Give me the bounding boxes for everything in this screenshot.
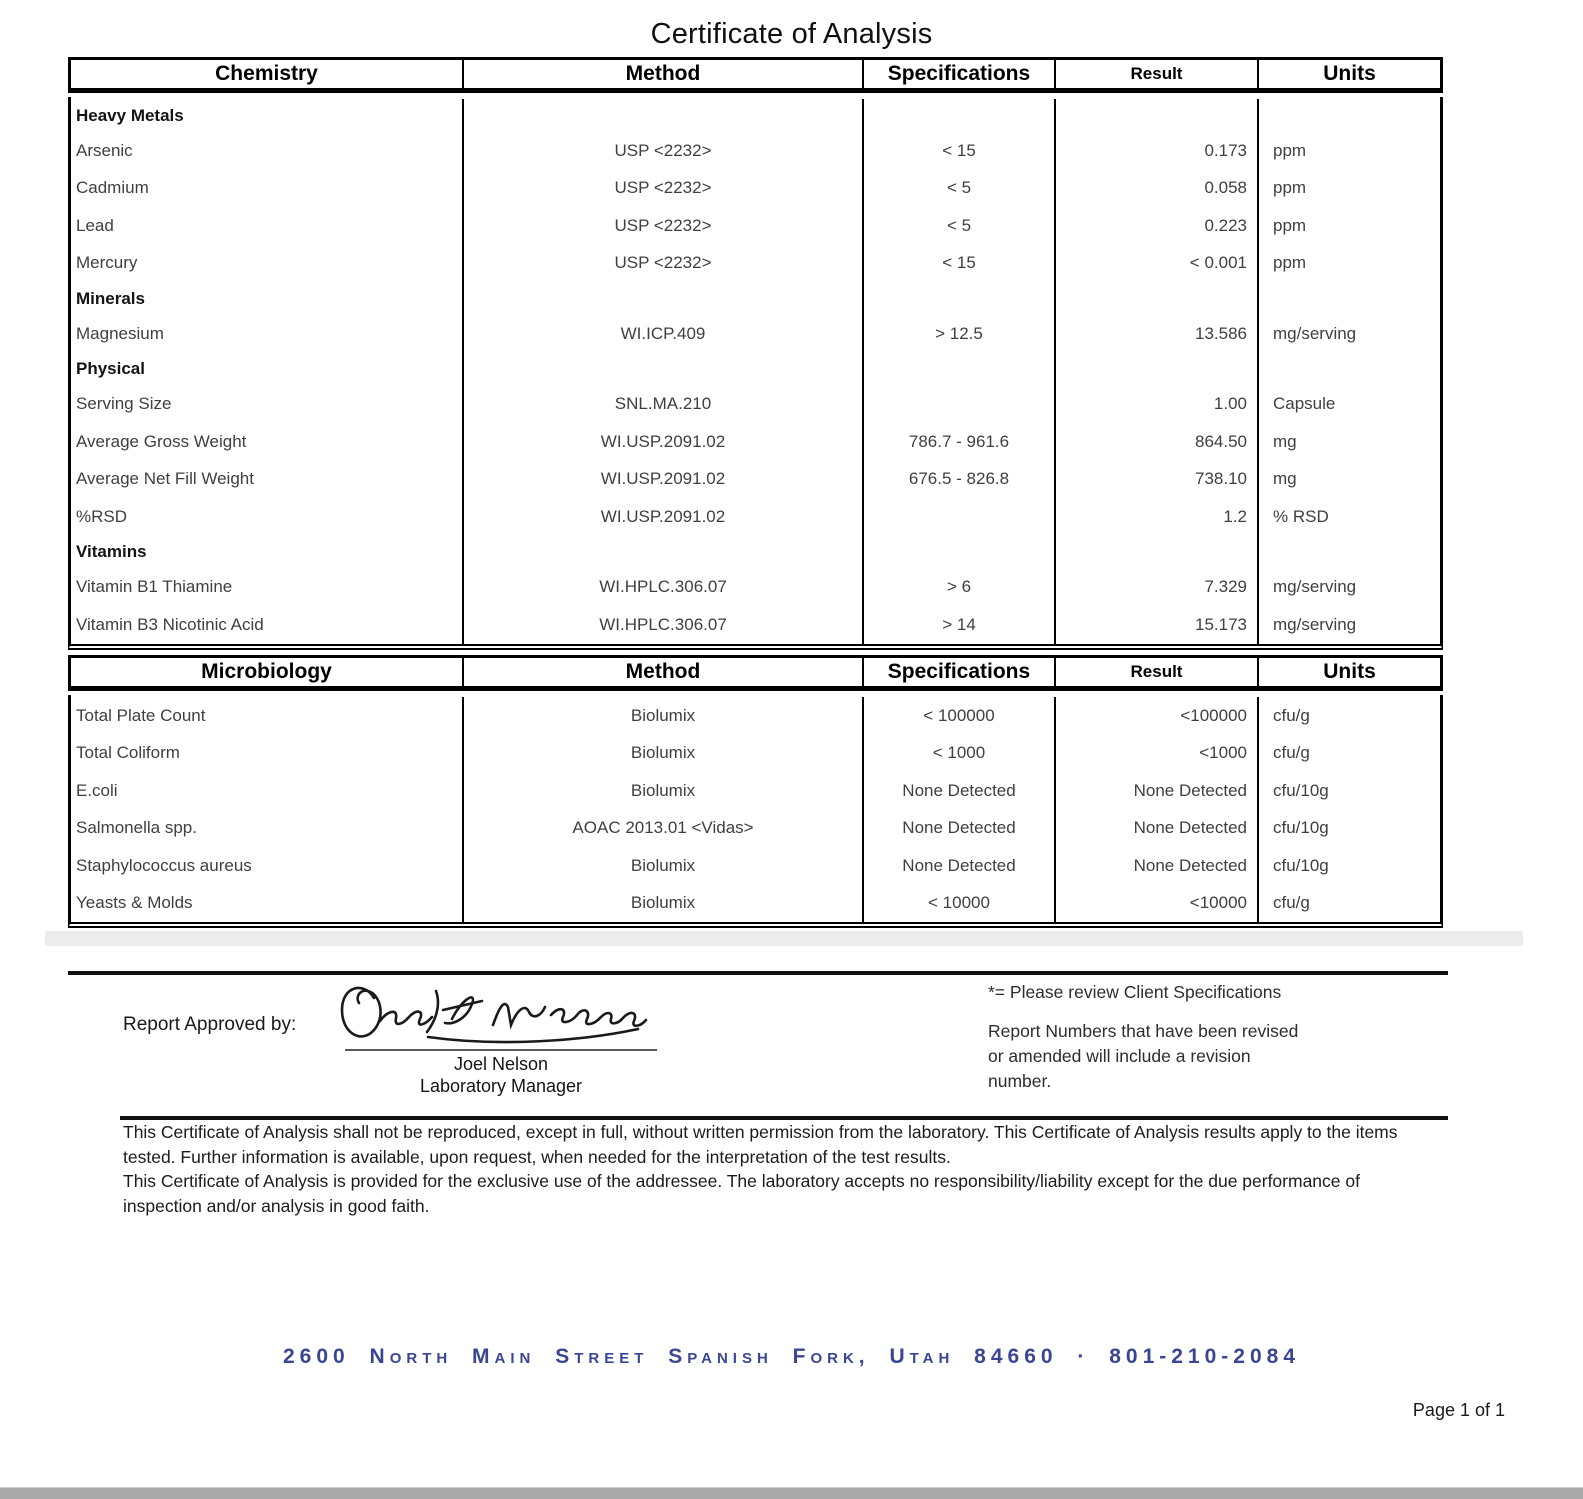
table-row xyxy=(71,461,1440,499)
analyte-cell: Average Net Fill Weight xyxy=(71,461,464,499)
analyte-cell: E.coli xyxy=(71,772,464,810)
analyte-cell: Salmonella spp. xyxy=(71,810,464,848)
analyte-cell: Minerals xyxy=(71,282,464,315)
method-cell: WI.HPLC.306.07 xyxy=(464,606,864,644)
spec-cell xyxy=(864,498,1056,536)
method-cell: USP <2232> xyxy=(464,207,864,245)
method-cell: Biolumix xyxy=(464,735,864,773)
spec-cell: < 15 xyxy=(864,132,1056,170)
method-cell: USP <2232> xyxy=(464,132,864,170)
result-cell: <10000 xyxy=(1056,885,1259,923)
microbiology-table xyxy=(68,655,1443,928)
spec-cell: None Detected xyxy=(864,772,1056,810)
table-row xyxy=(71,569,1440,607)
approver-title: Laboratory Manager xyxy=(419,1076,583,1096)
units-cell: ppm xyxy=(1273,253,1307,273)
units-cell xyxy=(1259,536,1440,569)
category-row xyxy=(71,536,1440,569)
analyte-cell: Vitamins xyxy=(71,536,464,569)
column-header-chemistry: Chemistry xyxy=(71,60,464,88)
table-row xyxy=(71,847,1440,885)
spec-cell: 676.5 - 826.8 xyxy=(864,461,1056,499)
result-cell: 1.00 xyxy=(1056,386,1259,424)
disclaimer-paragraph-2: This Certificate of Analysis is provided for the exclusive use of the addressee. The laboratory accepts no responsibility/liability except for the due performance of inspection and/or analysis in good faith. xyxy=(123,1171,1360,1216)
column-header-method: Method xyxy=(464,60,864,88)
method-cell: Biolumix xyxy=(464,772,864,810)
microbiology-table-body xyxy=(68,695,1443,928)
units-cell: cfu/10g xyxy=(1273,780,1329,800)
units-cell: cfu/g xyxy=(1273,893,1310,913)
analyte-cell: Serving Size xyxy=(71,386,464,424)
analyte-cell: Heavy Metals xyxy=(71,99,464,132)
table-row xyxy=(71,245,1440,283)
category-row xyxy=(71,353,1440,386)
analyte-cell: Cadmium xyxy=(71,170,464,208)
table-row xyxy=(71,207,1440,245)
spec-cell: < 5 xyxy=(864,170,1056,208)
spec-cell xyxy=(864,536,1056,569)
column-header-units: Units xyxy=(1323,660,1376,683)
units-cell: ppm xyxy=(1273,215,1307,235)
method-cell xyxy=(464,536,864,569)
result-cell: 7.329 xyxy=(1056,569,1259,607)
spec-cell: None Detected xyxy=(864,810,1056,848)
result-cell: 0.058 xyxy=(1056,170,1259,208)
table-row xyxy=(71,132,1440,170)
units-cell: ppm xyxy=(1273,178,1307,198)
column-header-result: Result xyxy=(1056,658,1259,686)
table-row xyxy=(71,498,1440,536)
analyte-cell: Magnesium xyxy=(71,315,464,353)
analyte-cell: Total Coliform xyxy=(71,735,464,773)
method-cell xyxy=(464,353,864,386)
spec-cell: < 100000 xyxy=(864,697,1056,735)
horizontal-rule-top xyxy=(68,971,1448,975)
table-row xyxy=(71,697,1440,735)
method-cell: WI.ICP.409 xyxy=(464,315,864,353)
analyte-cell: Total Plate Count xyxy=(71,697,464,735)
table-row xyxy=(71,170,1440,208)
units-cell: mg xyxy=(1273,469,1297,489)
units-cell xyxy=(1259,353,1440,386)
analyte-cell: Arsenic xyxy=(71,132,464,170)
bottom-scan-bar xyxy=(0,1487,1583,1499)
result-cell: 15.173 xyxy=(1056,606,1259,644)
column-header-specifications: Specifications xyxy=(864,60,1056,88)
column-header-specifications: Specifications xyxy=(864,658,1056,686)
analyte-cell: Staphylococcus aureus xyxy=(71,847,464,885)
units-cell xyxy=(1259,282,1440,315)
units-cell: cfu/g xyxy=(1273,705,1310,725)
page-title: Certificate of Analysis xyxy=(650,18,933,50)
table-shadow-band xyxy=(45,931,1523,946)
method-cell: Biolumix xyxy=(464,847,864,885)
method-cell: Biolumix xyxy=(464,885,864,923)
analyte-cell: %RSD xyxy=(71,498,464,536)
analyte-cell: Average Gross Weight xyxy=(71,423,464,461)
spec-cell xyxy=(864,282,1056,315)
result-cell: None Detected xyxy=(1056,810,1259,848)
spec-cell: > 14 xyxy=(864,606,1056,644)
chemistry-table-header xyxy=(68,57,1443,93)
method-cell: WI.USP.2091.02 xyxy=(464,423,864,461)
method-cell: WI.HPLC.306.07 xyxy=(464,569,864,607)
method-cell: SNL.MA.210 xyxy=(464,386,864,424)
analyte-cell: Physical xyxy=(71,353,464,386)
analyte-cell: Lead xyxy=(71,207,464,245)
spec-cell: None Detected xyxy=(864,847,1056,885)
spec-cell: 786.7 - 961.6 xyxy=(864,423,1056,461)
units-cell: cfu/10g xyxy=(1273,818,1329,838)
units-cell xyxy=(1259,99,1440,132)
category-row xyxy=(71,99,1440,132)
result-cell: < 0.001 xyxy=(1056,245,1259,283)
column-header-units: Units xyxy=(1323,62,1376,85)
result-cell: <1000 xyxy=(1056,735,1259,773)
units-cell: cfu/10g xyxy=(1273,855,1329,875)
method-cell: AOAC 2013.01 <Vidas> xyxy=(464,810,864,848)
analyte-cell: Mercury xyxy=(71,245,464,283)
result-cell xyxy=(1056,353,1259,386)
method-cell xyxy=(464,282,864,315)
table-row xyxy=(71,606,1440,644)
table-row xyxy=(71,772,1440,810)
result-cell: <100000 xyxy=(1056,697,1259,735)
units-cell: cfu/g xyxy=(1273,743,1310,763)
disclaimer-paragraph-1: This Certificate of Analysis shall not be reproduced, except in full, without written permission from the laboratory. This Certificate of Analysis results apply to the items tested. Further information is available, upon request, when needed for the interpretation of the test results. xyxy=(123,1122,1398,1167)
spec-cell: > 12.5 xyxy=(864,315,1056,353)
result-cell: 864.50 xyxy=(1056,423,1259,461)
laboratory-address: 2600 North Main Street Spanish Fork, Utah 84660 · 801-210-2084 xyxy=(283,1345,1300,1368)
units-cell: Capsule xyxy=(1273,394,1336,414)
spec-cell: < 5 xyxy=(864,207,1056,245)
spec-cell: > 6 xyxy=(864,569,1056,607)
method-cell: WI.USP.2091.02 xyxy=(464,498,864,536)
result-cell: 13.586 xyxy=(1056,315,1259,353)
units-cell: mg/serving xyxy=(1273,323,1357,343)
report-approved-by-label: Report Approved by: xyxy=(123,1014,297,1035)
microbiology-table-header xyxy=(68,655,1443,691)
method-cell: USP <2232> xyxy=(464,170,864,208)
method-cell xyxy=(464,99,864,132)
method-cell: WI.USP.2091.02 xyxy=(464,461,864,499)
spec-cell: < 1000 xyxy=(864,735,1056,773)
units-cell: mg/serving xyxy=(1273,577,1357,597)
table-row xyxy=(71,735,1440,773)
revision-note: Report Numbers that have been revised or amended will include a revision number. xyxy=(988,1021,1299,1091)
method-cell: USP <2232> xyxy=(464,245,864,283)
table-row xyxy=(71,315,1440,353)
spec-cell: < 15 xyxy=(864,245,1056,283)
client-specifications-note: *= Please review Client Specifications xyxy=(988,982,1282,1002)
result-cell: 1.2 xyxy=(1056,498,1259,536)
disclaimer-text xyxy=(123,1120,1423,1218)
approver-name: Joel Nelson xyxy=(453,1054,549,1074)
analyte-cell: Vitamin B3 Nicotinic Acid xyxy=(71,606,464,644)
units-cell: ppm xyxy=(1273,140,1307,160)
units-cell: mg/serving xyxy=(1273,614,1357,634)
table-row xyxy=(71,810,1440,848)
table-row xyxy=(71,386,1440,424)
result-cell: 0.173 xyxy=(1056,132,1259,170)
table-row xyxy=(71,885,1440,923)
column-header-method: Method xyxy=(464,658,864,686)
result-cell: 0.223 xyxy=(1056,207,1259,245)
spec-cell xyxy=(864,386,1056,424)
chemistry-table-body xyxy=(68,97,1443,650)
method-cell: Biolumix xyxy=(464,697,864,735)
analyte-cell: Yeasts & Molds xyxy=(71,885,464,923)
result-cell xyxy=(1056,282,1259,315)
column-header-microbiology: Microbiology xyxy=(71,658,464,686)
result-cell: None Detected xyxy=(1056,847,1259,885)
signature-line xyxy=(345,1049,657,1051)
table-row xyxy=(71,423,1440,461)
category-row xyxy=(71,282,1440,315)
result-cell: None Detected xyxy=(1056,772,1259,810)
result-cell: 738.10 xyxy=(1056,461,1259,499)
units-cell: % RSD xyxy=(1273,506,1329,526)
result-cell xyxy=(1056,99,1259,132)
spec-cell: < 10000 xyxy=(864,885,1056,923)
units-cell: mg xyxy=(1273,431,1297,451)
column-header-result: Result xyxy=(1056,60,1259,88)
page-number: Page 1 of 1 xyxy=(1412,1400,1505,1420)
analyte-cell: Vitamin B1 Thiamine xyxy=(71,569,464,607)
spec-cell xyxy=(864,99,1056,132)
spec-cell xyxy=(864,353,1056,386)
chemistry-table xyxy=(68,57,1443,650)
result-cell xyxy=(1056,536,1259,569)
